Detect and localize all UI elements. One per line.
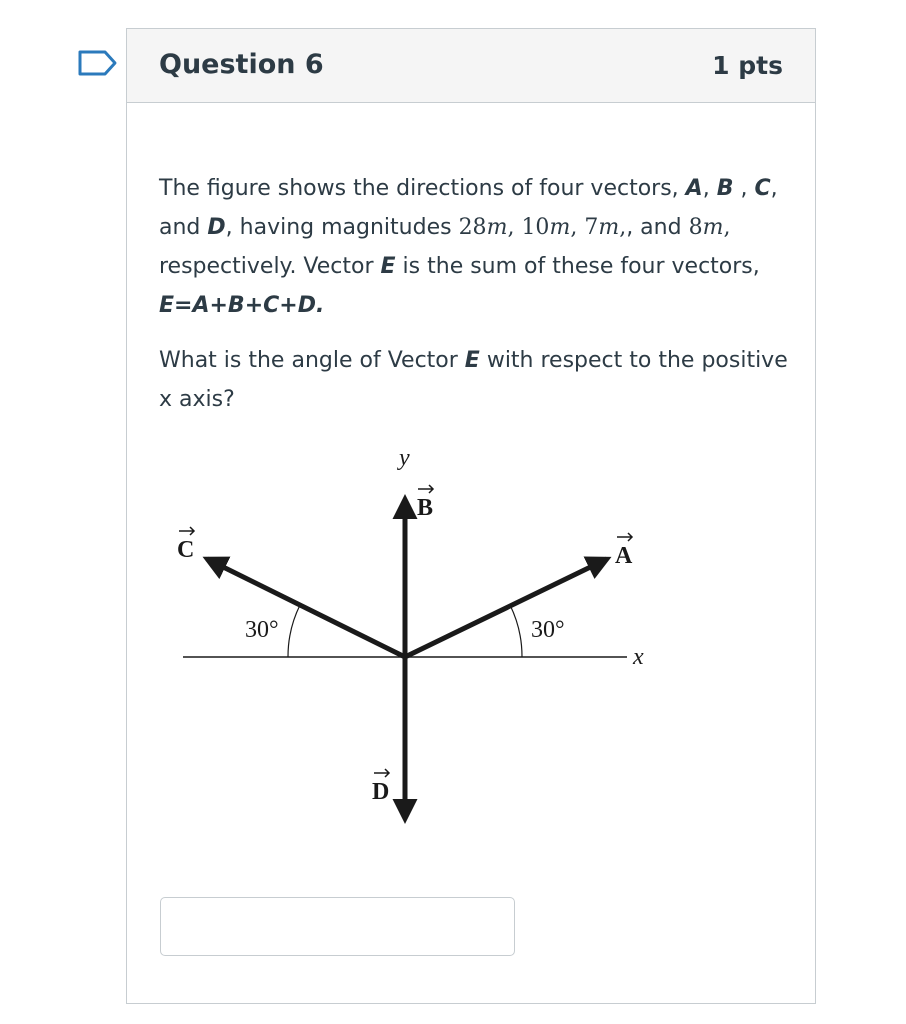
magnitude-c: 7m, (584, 215, 627, 240)
magnitude-a: 28m, (458, 215, 515, 240)
x-axis-label: x (633, 644, 644, 670)
vector-a-figure-label: A (615, 543, 633, 569)
text-segment: respectively. Vector (159, 254, 381, 279)
question-paragraph-2 (159, 341, 799, 419)
text-segment: , and (159, 176, 778, 240)
vector-d-label: D (207, 215, 226, 240)
y-axis-label: y (399, 445, 410, 471)
text-segment: , and (626, 215, 689, 240)
question-text (159, 169, 799, 435)
vector-e-label: E (464, 348, 480, 373)
text-segment: with respect to the positive x axis? (159, 348, 788, 412)
sum-equation: E=A+B+C+D. (159, 293, 325, 318)
angle-label-right: 30° (531, 617, 565, 643)
vector-arrow-icon (617, 533, 632, 541)
text-segment: What is the angle of Vector (159, 348, 465, 373)
question-paragraph-1 (159, 169, 799, 325)
vector-d-label-group (372, 769, 389, 805)
vector-d-figure-label: D (372, 779, 390, 805)
vector-c-label: C (754, 176, 771, 201)
vector-b-label: B (716, 176, 734, 201)
answer-input[interactable] (160, 897, 515, 956)
angle-arc-right (510, 605, 522, 657)
question-card (126, 28, 816, 1004)
vector-a-label: A (685, 176, 703, 201)
text-segment: , (702, 176, 717, 201)
vector-c-label-group (177, 527, 194, 563)
question-header (127, 29, 815, 103)
question-title: Question 6 (159, 49, 324, 80)
text-segment: The figure shows the directions of four vectors, (159, 176, 686, 201)
vector-arrow-icon (179, 527, 194, 535)
vector-c-arrow (207, 559, 405, 657)
text-segment: , (733, 176, 755, 201)
angle-label-left: 30° (245, 617, 279, 643)
vector-e-label: E (380, 254, 396, 279)
vector-arrow-icon (374, 769, 389, 777)
text-segment: , having magnitudes (225, 215, 459, 240)
vector-diagram-svg (167, 439, 687, 859)
magnitude-b: 10m, (521, 215, 578, 240)
vector-c-figure-label: C (177, 537, 195, 563)
vector-a-label-group (615, 533, 633, 569)
text-segment: is the sum of these four vectors, (395, 254, 760, 279)
angle-arc-left (288, 605, 300, 657)
vector-arrow-icon (418, 485, 433, 493)
flag-question-icon[interactable] (78, 50, 118, 76)
vector-diagram (167, 439, 687, 859)
vector-b-figure-label: B (417, 495, 434, 521)
question-points: 1 pts (712, 51, 783, 80)
vector-b-label-group (417, 485, 433, 521)
vector-a-arrow (405, 559, 607, 657)
magnitude-d: 8m, (688, 215, 731, 240)
